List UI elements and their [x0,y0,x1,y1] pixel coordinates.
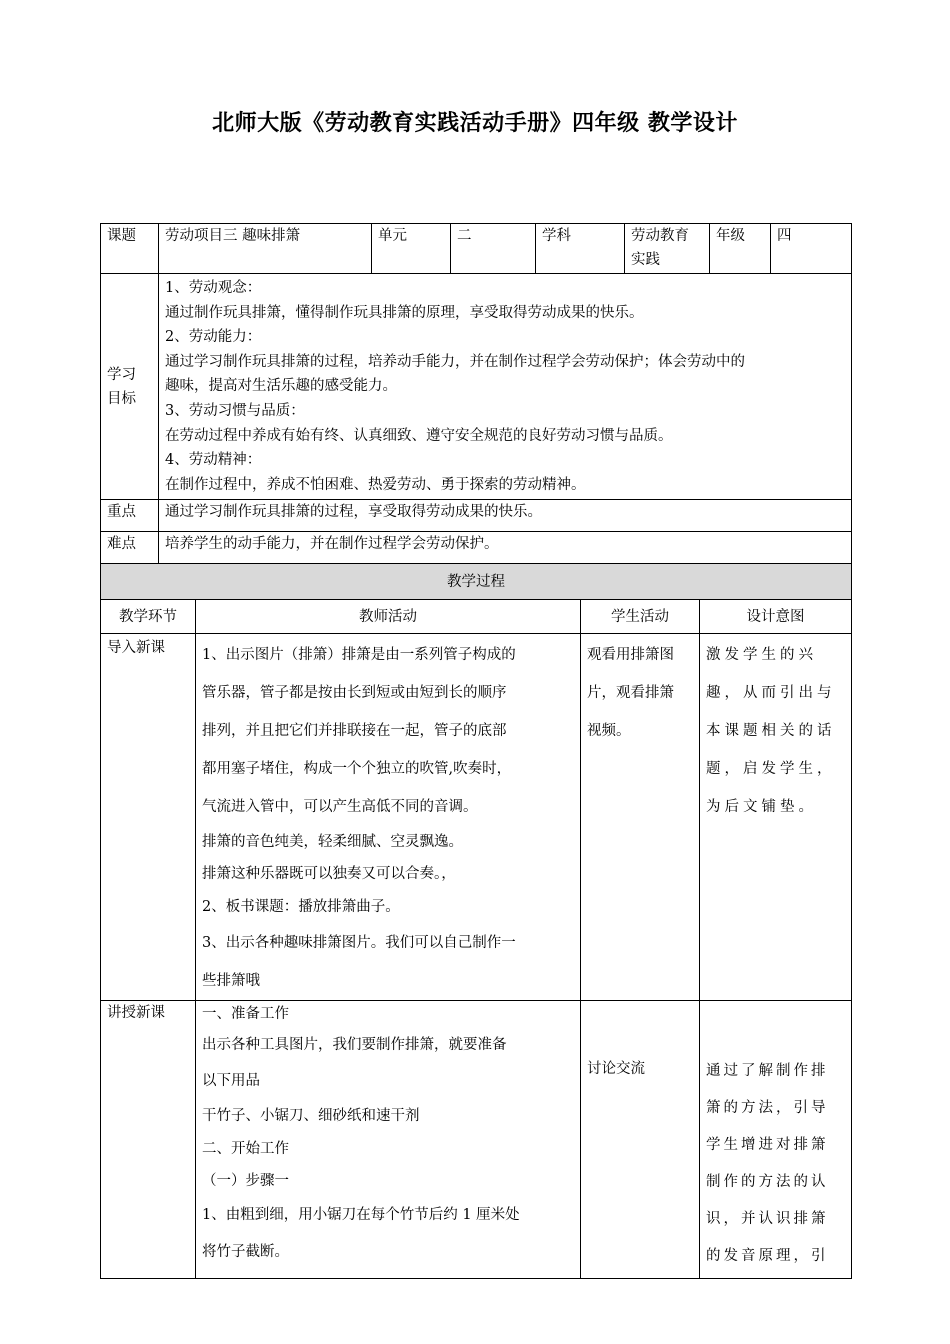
subject-value-line-1: 劳动教育 [631,228,689,244]
teacher-line: 一、准备工作 [202,1006,289,1022]
goal-line: 3、劳动习惯与品质： [165,402,305,419]
intent-line: 题，启发学生， [706,761,836,777]
grade-value: 四 [771,224,852,274]
teacher-line: 二、开始工作 [202,1141,289,1157]
student-line: 视频。 [587,723,631,739]
grade-label: 年级 [710,224,771,274]
student-line: 讨论交流 [587,1061,645,1077]
unit-value: 二 [451,224,536,274]
intent-line: 识，并认识排箫 [706,1211,829,1227]
goals-label-line-2: 目标 [107,390,136,407]
difficulty-label: 难点 [101,532,159,564]
teacher-line: 出示各种工具图片，我们要制作排箫，就要准备 [202,1037,507,1053]
teacher-line: （一）步骤一 [202,1173,289,1189]
teacher-line: 1、出示图片（排箫）排箫是由一系列管子构成的 [202,647,516,663]
teacher-line: 2、板书课题：播放排箫曲子。 [202,899,400,915]
teacher-line: 以下用品 [202,1073,260,1089]
stage-new-lesson: 讲授新课 [101,1001,196,1279]
stage-intro: 导入新课 [101,634,196,1001]
student-activity-new-lesson [581,1001,700,1279]
process-title: 教学过程 [101,564,852,600]
teacher-line: 1、由粗到细，用小锯刀在每个竹节后约 1 厘米处 [202,1207,520,1223]
teacher-line: 都用塞子堵住，构成一个个独立的吹管,吹奏时， [202,761,512,777]
design-intent-new-lesson [700,1001,852,1279]
teaching-process-table [100,563,852,1279]
teacher-line: 将竹子截断。 [202,1244,289,1260]
document-title: 北师大版《劳动教育实践活动手册》四年级 教学设计 [212,111,738,136]
goals-label [101,274,159,500]
goal-line: 2、劳动能力： [165,329,262,346]
intent-line: 的发音原理，引 [706,1248,829,1264]
teacher-line: 排列，并且把它们并排联接在一起，管子的底部 [202,723,507,739]
intent-line: 为后文铺垫。 [706,799,817,815]
goal-line: 4、劳动精神： [165,452,262,469]
column-header-teacher: 教师活动 [196,600,581,634]
goals-content [159,274,852,500]
key-point-value: 通过学习制作玩具排箫的过程，享受取得劳动成果的快乐。 [159,500,852,532]
goals-label-line-1: 学习 [107,366,136,383]
teacher-line: 干竹子、小锯刀、细砂纸和速干剂 [202,1108,420,1124]
topic-label: 课题 [101,224,159,274]
student-line: 片，观看排箫 [587,685,674,701]
intent-line: 本课题相关的话 [706,723,836,739]
intent-line: 激发学生的兴 [706,647,817,663]
teacher-line: 些排箫哦 [202,973,260,989]
difficulty-value: 培养学生的动手能力，并在制作过程学会劳动保护。 [159,532,852,564]
goal-line: 1、劳动观念： [165,280,262,296]
teacher-activity-intro [196,634,581,1001]
intent-line: 趣，从而引出与 [706,685,836,701]
column-header-stage: 教学环节 [101,600,196,634]
teacher-line: 气流进入管中，可以产生高低不同的音调。 [202,799,478,815]
teacher-line: 排箫的音色纯美，轻柔细腻、空灵飘逸。 [202,834,463,850]
goal-line: 在制作过程中，养成不怕困难、热爱劳动、勇于探索的劳动精神。 [165,476,586,493]
column-header-intent: 设计意图 [700,600,852,634]
teacher-line: 排箫这种乐器既可以独奏又可以合奏。， [202,866,456,882]
unit-label: 单元 [372,224,451,274]
goal-line: 趣味，提高对生活乐趣的感受能力。 [165,378,397,395]
lesson-info-table [100,223,852,564]
goal-line: 通过制作玩具排箫，懂得制作玩具排箫的原理，享受取得劳动成果的快乐。 [165,304,644,321]
goal-line: 通过学习制作玩具排箫的过程，培养动手能力，并在制作过程学会劳动保护；体会劳动中的 [165,353,745,370]
intent-line: 制作的方法的认 [706,1174,829,1190]
goal-line: 在劳动过程中养成有始有终、认真细致、遵守安全规范的良好劳动习惯与品质。 [165,427,673,444]
subject-value [625,224,710,274]
teacher-activity-new-lesson [196,1001,581,1279]
teacher-line: 3、出示各种趣味排箫图片。我们可以自己制作一 [202,935,516,951]
student-activity-intro [581,634,700,1001]
column-header-student: 学生活动 [581,600,700,634]
intent-line: 箫的方法，引导 [706,1100,829,1116]
topic-value: 劳动项目三 趣味排箫 [159,224,372,274]
teacher-line: 管乐器，管子都是按由长到短或由短到长的顺序 [202,685,507,701]
design-intent-intro [700,634,852,1001]
key-point-label: 重点 [101,500,159,532]
subject-value-line-2: 实践 [631,252,660,268]
intent-line: 学生增进对排箫 [706,1137,829,1153]
intent-line: 通过了解制作排 [706,1063,829,1079]
subject-label: 学科 [536,224,625,274]
student-line: 观看用排箫图 [587,647,674,663]
